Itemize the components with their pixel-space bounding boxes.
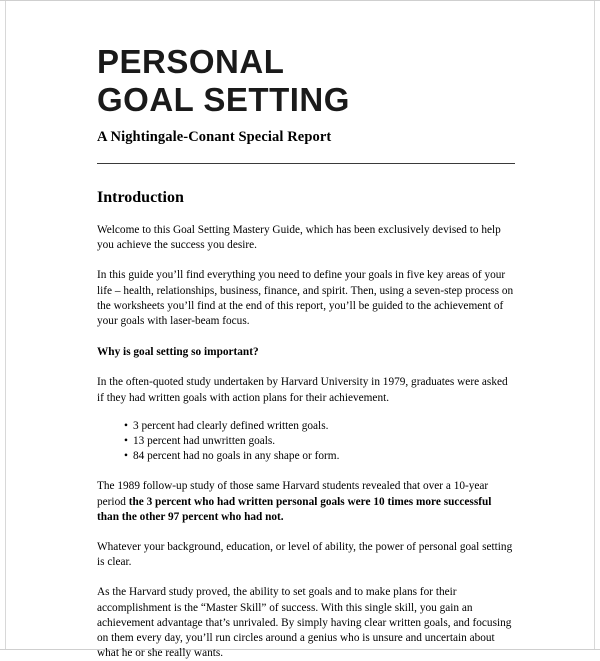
paragraph-followup-study — [97, 479, 515, 525]
paragraph-power-statement: Whatever your background, education, or level of ability, the power of personal goal setting is clear. — [97, 541, 513, 569]
document-content — [97, 1, 515, 661]
followup-emphasis-text: the 3 percent who had written personal goals were 10 times more successful than the other 97 percent who had not. — [97, 495, 492, 523]
section-heading-introduction: Introduction — [97, 189, 184, 206]
header-divider — [97, 163, 515, 164]
paragraph-intro: Welcome to this Goal Setting Mastery Guide, which has been exclusively devised to help you achieve the success you desire. — [97, 224, 501, 252]
paragraph-harvard-study: In the often-quoted study undertaken by Harvard University in 1979, graduates were asked if they had written goals with action plans for their achievement. — [97, 376, 508, 404]
followup-lead-text: The 1989 follow-up study of those same Harvard students revealed that over a 10-year period — [97, 480, 489, 508]
statistics-list — [97, 419, 515, 465]
subheading-why-goal-setting: Why is goal setting so important? — [97, 346, 259, 359]
paragraph-master-skill: As the Harvard study proved, the ability to set goals and to make plans for their accomplishment is the “Master Skill” of success. With this single skill, you gain an achievement advantage that’s unrivaled. By simply having clear written goals, and focusing on them every day, you’ll run circles around a genius who is unsure and uncertain about what he or she really wants. — [97, 586, 512, 660]
page-title-line-1: PERSONAL — [97, 43, 285, 80]
list-item: • 13 percent had unwritten goals. — [97, 434, 515, 449]
paragraph-guide-overview: In this guide you’ll find everything you need to define your goals in five key areas of your life – health, relationships, business, finance, and spirit. Then, using a seven-step process on the worksheets you’ll find at the end of this report, you’ll be guided to the achievement of your goals with laser-beam focus. — [97, 269, 514, 328]
list-item: • 84 percent had no goals in any shape or form. — [97, 449, 515, 464]
page-subtitle: A Nightingale-Conant Special Report — [97, 129, 332, 145]
page-title-line-2: GOAL SETTING — [97, 81, 350, 118]
page-title — [97, 1, 515, 119]
list-item: • 3 percent had clearly defined written goals. — [97, 419, 515, 434]
